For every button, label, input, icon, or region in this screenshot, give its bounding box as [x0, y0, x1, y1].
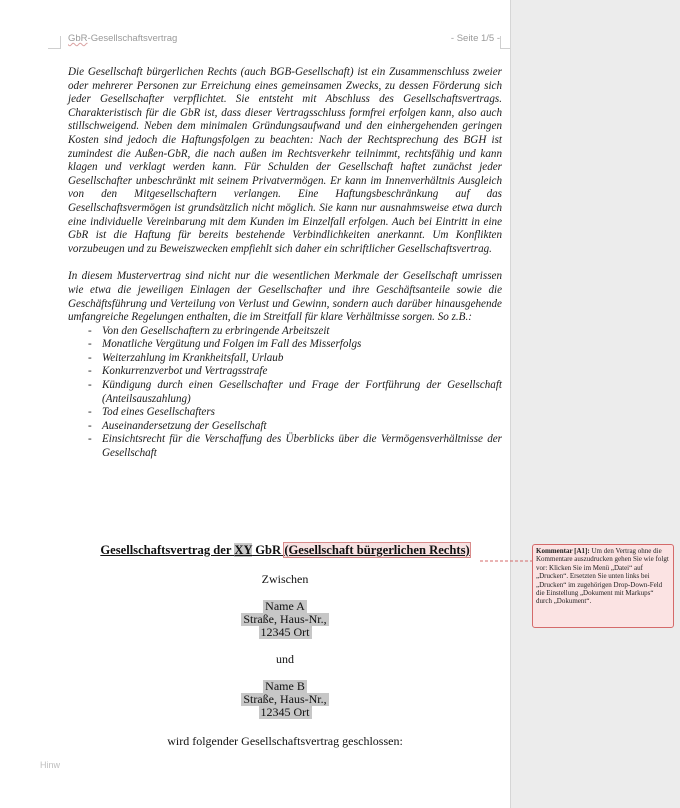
- crop-mark-top-left: [48, 36, 61, 49]
- footer-text: Hinw: [40, 760, 61, 770]
- bullet-dash: -: [88, 433, 92, 446]
- header-title-rest: -Gesellschaftsvertrag: [87, 33, 178, 44]
- regulation-list-item[interactable]: [68, 338, 502, 352]
- contract-title-placeholder[interactable]: XY: [234, 543, 253, 557]
- header-page-number: - Seite 1/5 -: [450, 33, 500, 44]
- party-a-block: [68, 600, 502, 639]
- regulation-list-item-text: Von den Gesellschaftern zu erbringende Arbeitszeit: [102, 324, 330, 337]
- regulation-list: [68, 325, 502, 461]
- contract-title-gbr: GbR: [252, 543, 285, 557]
- party-b-name[interactable]: Name B: [265, 679, 305, 693]
- closing-sentence: wird folgender Gesellschaftsvertrag geschlossen:: [167, 734, 403, 748]
- party-a-street[interactable]: Straße, Haus-Nr.,: [243, 612, 327, 626]
- bullet-dash: -: [88, 338, 92, 351]
- comment-margin-pane: [510, 0, 680, 808]
- intro-paragraph-2[interactable]: In diesem Mustervertrag sind nicht nur die wesentlichen Merkmale der Gesellschaft umrissen wie etwa die jeweiligen Einlagen der Gesellschafter und ihre Geschäftsanteile sowie die Geschäftsführung und Verteilung von Verlust und Gewinn, sondern auch darüber hinausgehende umfangreiche Regelungen enthalten, die im Streitfall für klare Verhältnisse sorgen. So z.B.:: [68, 270, 502, 324]
- contract-header: [68, 544, 502, 748]
- regulation-list-item-text: Einsichtsrecht für die Verschaffung des Überblicks über die Vermögensverhältnisse der Gesellschaft: [102, 433, 502, 460]
- bullet-dash: -: [88, 379, 92, 392]
- bullet-dash: -: [88, 324, 92, 337]
- regulation-list-item-text: Weiterzahlung im Krankheitsfall, Urlaub: [102, 351, 284, 364]
- and-label: und: [276, 652, 294, 666]
- regulation-list-item-text: Kündigung durch einen Gesellschafter und Frage der Fortführung der Gesellschaft (Anteilsauszahlung): [102, 379, 502, 405]
- header-title-gbr: GbR: [68, 33, 88, 44]
- regulation-list-item[interactable]: [68, 365, 502, 379]
- regulation-list-item-text: Auseinandersetzung der Gesellschaft: [102, 419, 267, 432]
- contract-title[interactable]: [68, 544, 502, 557]
- regulation-list-item-text: Monatliche Vergütung und Folgen im Fall des Misserfolgs: [102, 338, 362, 351]
- comment-connector-line: [480, 560, 532, 562]
- party-b-street[interactable]: Straße, Haus-Nr.,: [243, 692, 327, 706]
- intro-text: [68, 66, 502, 461]
- regulation-list-item[interactable]: [68, 433, 502, 460]
- party-b-city[interactable]: 12345 Ort: [260, 705, 310, 719]
- party-b-block: [68, 680, 502, 719]
- comment-balloon[interactable]: [532, 544, 674, 628]
- intro-paragraph-1[interactable]: Die Gesellschaft bürgerlichen Rechts (auch BGB-Gesellschaft) ist ein Zusammenschluss zweier oder mehrerer Personen zur Erreichung eines gemeinsamen Zwecks, zu dessen Förderung sich jeder Gesellschafter verpflichtet. Sie entsteht mit Abschluss des Gesellschaftsvertrags. Charakteristisch für die GbR ist, dass dieser Vertragsschluss formfrei erfolgen kann, also auch stillschweigend. Neben dem minimalen Gründungsaufwand und den einhergehenden geringen Kosten sind jedoch die Haftungsfolgen zu beachten: Nach der Rechtsprechung des BGH ist zumindest die Außen-GbR, die nach außen im Rechtsverkehr teilnimmt, rechtsfähig und kann klagen und verklagt werden kann. Für Schulden der Gesellschaft haftet zunächst jeder Gesellschafter unbeschränkt mit seinem Privatvermögen. Er kann im Innenverhältnis Ausgleich von den Mitgesellschaftern verlangen. Eine Haftungsbeschränkung auf das Gesellschaftsvermögen ist grundsätzlich nicht möglich. Sie kann nur ausnahmsweise etwa durch eine individuelle Vereinbarung mit dem Kunden im Einzelfall erfolgen. Auch bei Eintritt in eine GbR ist die Haftung für bereits bestehende Verbindlichkeiten anerkannt. Um Konflikten vorzubeugen und zu Beweiszwecken empfiehlt sich daher ein schriftlicher Gesellschaftsvertrag.: [68, 66, 502, 255]
- bullet-dash: -: [88, 419, 92, 432]
- bullet-dash: -: [88, 406, 92, 419]
- between-label: Zwischen: [261, 572, 309, 586]
- header-title: [68, 33, 177, 44]
- party-a-name[interactable]: Name A: [265, 599, 305, 613]
- contract-title-commented-text[interactable]: (Gesellschaft bürgerlichen Rechts): [284, 543, 470, 557]
- regulation-list-item[interactable]: [68, 325, 502, 339]
- bullet-dash: -: [88, 365, 92, 378]
- comment-text: Um den Vertrag ohne die Kommentare auszudrucken gehen Sie wie folgt vor: Klicken Sie im Menü „Datei“ auf „Drucken“. Ersetzten Sie unten links bei „Drucken“ im zugehörigen Drop-Down-Feld die Einstellung „Dokument mit Markups“ durch „Dokument“.: [536, 547, 669, 606]
- regulation-list-item[interactable]: [68, 406, 502, 420]
- bullet-dash: -: [88, 351, 92, 364]
- regulation-list-item[interactable]: [68, 379, 502, 406]
- regulation-list-item[interactable]: [68, 420, 502, 434]
- party-a-city[interactable]: 12345 Ort: [260, 625, 310, 639]
- comment-author: Kommentar [A1]:: [536, 547, 590, 555]
- regulation-list-item-text: Tod eines Gesellschafters: [102, 406, 215, 419]
- regulation-list-item[interactable]: [68, 352, 502, 366]
- contract-title-prefix: Gesellschaftsvertrag der: [100, 543, 235, 557]
- regulation-list-item-text: Konkurrenzverbot und Vertragsstrafe: [102, 365, 268, 378]
